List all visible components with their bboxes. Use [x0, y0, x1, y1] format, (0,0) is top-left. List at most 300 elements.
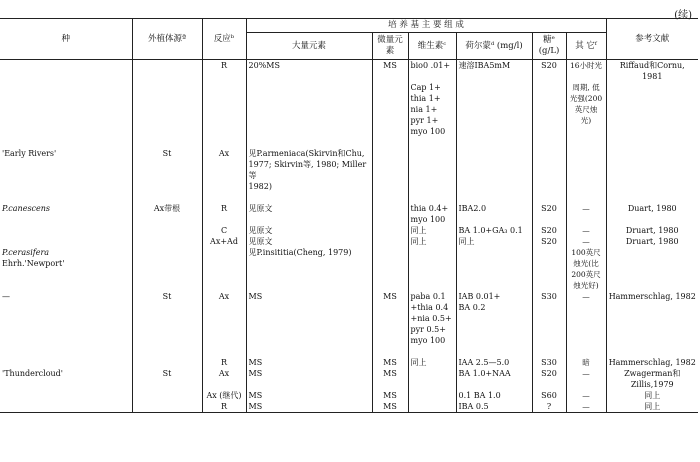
hormone-cell: IBA2.0 — [456, 203, 532, 214]
response-cell: Ax — [202, 291, 246, 302]
explant-cell — [132, 269, 202, 280]
other-cell: 200英尺 — [566, 269, 606, 280]
micro-cell — [372, 82, 408, 93]
micro-cell: MS — [372, 60, 408, 83]
sugar-cell — [532, 280, 566, 291]
other-cell: 16小时光 — [566, 60, 606, 83]
sugar-cell — [532, 181, 566, 192]
explant-cell — [132, 346, 202, 357]
explant-cell: St — [132, 368, 202, 390]
vitamin-cell — [408, 258, 456, 269]
table-row — [0, 313, 698, 324]
reference-cell — [606, 280, 698, 291]
sugar-cell — [532, 258, 566, 269]
table-row — [0, 126, 698, 137]
explant-cell — [132, 390, 202, 401]
vitamin-cell — [408, 390, 456, 401]
species-cell: P.cerasifera — [2, 248, 50, 257]
sugar-cell — [532, 93, 566, 104]
sugar-cell: S20 — [532, 60, 566, 83]
species-cell — [0, 137, 132, 148]
micro-cell — [372, 346, 408, 357]
species-cell — [0, 192, 132, 203]
table-row — [0, 390, 698, 401]
explant-cell — [132, 93, 202, 104]
explant-cell — [132, 357, 202, 368]
sugar-cell — [532, 148, 566, 159]
hormone-cell — [456, 82, 532, 93]
species-cell — [0, 159, 132, 181]
micro-cell — [372, 126, 408, 137]
other-cell: 英尺烛 — [566, 104, 606, 115]
micro-cell — [372, 115, 408, 126]
species-cell — [0, 225, 132, 236]
other-cell — [566, 192, 606, 203]
table-row — [0, 137, 698, 148]
macro-cell: MS — [246, 357, 372, 368]
sugar-cell — [532, 115, 566, 126]
header-hormone: 荷尔蒙ᵈ (mg/l) — [456, 33, 532, 60]
sugar-cell — [532, 247, 566, 258]
macro-cell — [246, 258, 372, 269]
vitamin-cell — [408, 137, 456, 148]
vitamin-cell — [408, 346, 456, 357]
hormone-cell — [456, 93, 532, 104]
table-row — [0, 104, 698, 115]
reference-cell: Druart, 1980 — [606, 236, 698, 247]
response-cell: R — [202, 203, 246, 214]
sugar-cell: S20 — [532, 368, 566, 390]
sugar-cell — [532, 313, 566, 324]
other-cell — [566, 126, 606, 137]
table-row — [0, 225, 698, 236]
sugar-cell — [532, 335, 566, 346]
other-cell — [566, 214, 606, 225]
sugar-cell: S20 — [532, 236, 566, 247]
other-cell — [566, 324, 606, 335]
macro-cell — [246, 346, 372, 357]
hormone-cell — [456, 181, 532, 192]
species-cell: 'Thundercloud' — [2, 369, 63, 378]
reference-cell — [606, 159, 698, 181]
response-cell — [202, 93, 246, 104]
table-row — [0, 214, 698, 225]
header-other: 其 它ᶠ — [566, 33, 606, 60]
reference-cell: Hammerschlag, 1982 — [606, 357, 698, 368]
other-cell — [566, 159, 606, 181]
vitamin-cell — [408, 247, 456, 258]
species-cell — [0, 82, 132, 93]
macro-cell — [246, 126, 372, 137]
micro-cell — [372, 269, 408, 280]
species-cell: P.canescens — [2, 204, 51, 213]
hormone-cell: 速溶IBA5mM — [456, 60, 532, 83]
reference-cell — [606, 148, 698, 159]
table-row — [0, 159, 698, 181]
vitamin-cell: Cap 1+ — [408, 82, 456, 93]
hormone-cell — [456, 126, 532, 137]
vitamin-cell: thia 0.4+ — [408, 203, 456, 214]
vitamin-cell: paba 0.1 — [408, 291, 456, 302]
sugar-cell — [532, 324, 566, 335]
table-row — [0, 115, 698, 126]
explant-cell — [132, 181, 202, 192]
table-row — [0, 93, 698, 104]
reference-cell: 同上 — [606, 401, 698, 413]
vitamin-cell — [408, 181, 456, 192]
hormone-cell: BA 0.2 — [456, 302, 532, 313]
reference-cell — [606, 137, 698, 148]
hormone-cell — [456, 148, 532, 159]
micro-cell: MS — [372, 401, 408, 413]
other-cell — [566, 346, 606, 357]
species-cell — [0, 324, 132, 335]
vitamin-cell: +thia 0.4 — [408, 302, 456, 313]
micro-cell — [372, 148, 408, 159]
hormone-cell — [456, 269, 532, 280]
explant-cell — [132, 159, 202, 181]
reference-cell — [606, 346, 698, 357]
reference-cell — [606, 104, 698, 115]
macro-cell: 见原文 — [246, 236, 372, 247]
vitamin-cell: myo 100 — [408, 335, 456, 346]
micro-cell — [372, 137, 408, 148]
response-cell: R — [202, 357, 246, 368]
macro-cell — [246, 137, 372, 148]
other-cell — [566, 137, 606, 148]
other-cell — [566, 335, 606, 346]
explant-cell — [132, 225, 202, 236]
hormone-cell — [456, 104, 532, 115]
hormone-cell: IAA 2.5—5.0 — [456, 357, 532, 368]
species-cell — [0, 126, 132, 137]
sugar-cell: S20 — [532, 225, 566, 236]
continued-label: (续) — [674, 10, 692, 21]
header-vitamin: 维生素ᶜ — [408, 33, 456, 60]
vitamin-cell — [408, 280, 456, 291]
other-cell: — — [566, 368, 606, 390]
micro-cell: MS — [372, 357, 408, 368]
hormone-cell — [456, 324, 532, 335]
response-cell — [202, 181, 246, 192]
species-cell — [0, 280, 132, 291]
species-cell — [0, 93, 132, 104]
other-cell — [566, 148, 606, 159]
table-row — [0, 401, 698, 413]
sugar-cell: ? — [532, 401, 566, 413]
hormone-cell — [456, 335, 532, 346]
response-cell: Ax — [202, 368, 246, 390]
macro-cell — [246, 104, 372, 115]
vitamin-cell: thia 1+ — [408, 93, 456, 104]
table-row — [0, 82, 698, 93]
response-cell — [202, 159, 246, 181]
response-cell: Ax+Ad — [202, 236, 246, 247]
table-row — [0, 192, 698, 203]
vitamin-cell: myo 100 — [408, 214, 456, 225]
response-cell — [202, 313, 246, 324]
hormone-cell — [456, 258, 532, 269]
reference-cell: Hammerschlag, 1982 — [606, 291, 698, 302]
sugar-cell — [532, 269, 566, 280]
other-cell: 烛光(比 — [566, 258, 606, 269]
vitamin-cell: nia 1+ — [408, 104, 456, 115]
vitamin-cell — [408, 192, 456, 203]
micro-cell — [372, 247, 408, 258]
sugar-cell — [532, 346, 566, 357]
table-row — [0, 280, 698, 291]
hormone-cell: IBA 0.5 — [456, 401, 532, 413]
hormone-cell — [456, 192, 532, 203]
vitamin-cell: 同上 — [408, 357, 456, 368]
reference-cell — [606, 192, 698, 203]
reference-cell — [606, 324, 698, 335]
micro-cell — [372, 335, 408, 346]
micro-cell — [372, 324, 408, 335]
hormone-cell — [456, 115, 532, 126]
response-cell: R — [202, 401, 246, 413]
vitamin-cell: +nia 0.5+ — [408, 313, 456, 324]
explant-cell — [132, 335, 202, 346]
other-cell: — — [566, 291, 606, 302]
response-cell — [202, 324, 246, 335]
explant-cell — [132, 115, 202, 126]
table-row — [0, 203, 698, 214]
other-cell: — — [566, 401, 606, 413]
response-cell — [202, 269, 246, 280]
macro-cell: 见P.armeniaca(Skirvin和Chu, — [246, 148, 372, 159]
other-cell: 暗 — [566, 357, 606, 368]
species-cell — [0, 181, 132, 192]
hormone-cell: IAB 0.01+ — [456, 291, 532, 302]
macro-cell — [246, 313, 372, 324]
macro-cell: MS — [246, 401, 372, 413]
micro-cell — [372, 159, 408, 181]
macro-cell — [246, 335, 372, 346]
micro-cell — [372, 192, 408, 203]
reference-cell — [606, 258, 698, 269]
header-explant: 外植体源ª — [132, 19, 202, 60]
reference-cell: Zwagerman和Zillis,1979 — [606, 368, 698, 390]
hormone-cell: BA 1.0+GA₃ 0.1 — [456, 225, 532, 236]
macro-cell: 见P.insititia(Cheng, 1979) — [246, 247, 372, 258]
species-cell — [0, 104, 132, 115]
hormone-cell — [456, 247, 532, 258]
micro-cell — [372, 302, 408, 313]
vitamin-cell: 同上 — [408, 225, 456, 236]
explant-cell — [132, 313, 202, 324]
header-response: 反应ᵇ — [202, 19, 246, 60]
sugar-cell — [532, 126, 566, 137]
table-row — [0, 335, 698, 346]
explant-cell — [132, 401, 202, 413]
micro-cell — [372, 93, 408, 104]
other-cell: 100英尺 — [566, 247, 606, 258]
hormone-cell — [456, 159, 532, 181]
table-row — [0, 346, 698, 357]
species-cell — [0, 236, 132, 247]
macro-cell — [246, 302, 372, 313]
species-cell: — — [2, 292, 10, 301]
response-cell: Ax — [202, 148, 246, 159]
header-micro: 微量元素 — [372, 33, 408, 60]
micro-cell — [372, 225, 408, 236]
other-cell: 周期, 低 — [566, 82, 606, 93]
vitamin-cell — [408, 368, 456, 390]
header-macro: 大量元素 — [246, 33, 372, 60]
macro-cell: MS — [246, 368, 372, 390]
response-cell — [202, 258, 246, 269]
explant-cell — [132, 214, 202, 225]
vitamin-cell: bio0 .01+ — [408, 60, 456, 83]
reference-cell: Riffaud和Cornu, 1981 — [606, 60, 698, 83]
macro-cell: MS — [246, 390, 372, 401]
explant-cell: St — [132, 291, 202, 302]
reference-cell — [606, 269, 698, 280]
response-cell — [202, 214, 246, 225]
reference-cell: Druart, 1980 — [606, 225, 698, 236]
table-row — [0, 258, 698, 269]
sugar-cell: S30 — [532, 291, 566, 302]
table-row — [0, 291, 698, 302]
other-cell — [566, 313, 606, 324]
sugar-cell — [532, 214, 566, 225]
explant-cell — [132, 192, 202, 203]
micro-cell — [372, 181, 408, 192]
micro-cell — [372, 280, 408, 291]
hormone-cell: 同上 — [456, 236, 532, 247]
hormone-cell — [456, 137, 532, 148]
table-row — [0, 181, 698, 192]
reference-cell — [606, 302, 698, 313]
species-cell — [0, 313, 132, 324]
table-row — [0, 368, 698, 390]
sugar-cell — [532, 137, 566, 148]
table-row — [0, 148, 698, 159]
vitamin-cell: pyr 0.5+ — [408, 324, 456, 335]
response-cell — [202, 247, 246, 258]
macro-cell: 20%MS — [246, 60, 372, 83]
vitamin-cell: myo 100 — [408, 126, 456, 137]
other-cell: — — [566, 225, 606, 236]
macro-cell — [246, 324, 372, 335]
micro-cell — [372, 104, 408, 115]
explant-cell: St — [132, 148, 202, 159]
other-cell: 光) — [566, 115, 606, 126]
species-cell — [0, 269, 132, 280]
reference-cell — [606, 115, 698, 126]
response-cell — [202, 115, 246, 126]
macro-cell: 1977; Skirvin等, 1980; Miller等 — [246, 159, 372, 181]
header-sugar: 糖ᵉ (g/L) — [532, 33, 566, 60]
response-cell: Ax (继代) — [202, 390, 246, 401]
hormone-cell — [456, 280, 532, 291]
micro-cell — [372, 236, 408, 247]
macro-cell: 1982) — [246, 181, 372, 192]
species-cell — [0, 115, 132, 126]
header-reference: 参考文献 — [606, 19, 698, 60]
species-cell: 'Early Rivers' — [2, 149, 57, 158]
reference-cell — [606, 181, 698, 192]
reference-cell — [606, 82, 698, 93]
table-row — [0, 357, 698, 368]
micro-cell — [372, 203, 408, 214]
species-cell — [0, 302, 132, 313]
explant-cell — [132, 302, 202, 313]
table-row — [0, 60, 698, 83]
species-cell — [0, 346, 132, 357]
reference-cell — [606, 93, 698, 104]
other-cell: — — [566, 390, 606, 401]
hormone-cell — [456, 214, 532, 225]
micro-cell — [372, 313, 408, 324]
sugar-cell: S60 — [532, 390, 566, 401]
reference-cell — [606, 214, 698, 225]
response-cell — [202, 302, 246, 313]
hormone-cell: BA 1.0+NAA — [456, 368, 532, 390]
response-cell — [202, 280, 246, 291]
explant-cell — [132, 247, 202, 258]
macro-cell — [246, 269, 372, 280]
table-row — [0, 324, 698, 335]
sugar-cell: S20 — [532, 203, 566, 214]
vitamin-cell — [408, 401, 456, 413]
vitamin-cell — [408, 269, 456, 280]
vitamin-cell: 同上 — [408, 236, 456, 247]
other-cell: 烛光好) — [566, 280, 606, 291]
macro-cell — [246, 280, 372, 291]
response-cell — [202, 82, 246, 93]
reference-cell — [606, 126, 698, 137]
response-cell — [202, 126, 246, 137]
explant-cell — [132, 258, 202, 269]
species-cell — [0, 60, 132, 83]
species-cell — [0, 401, 132, 413]
reference-cell: 同上 — [606, 390, 698, 401]
culture-medium-table — [0, 18, 698, 413]
reference-cell — [606, 335, 698, 346]
species-cell — [0, 214, 132, 225]
sugar-cell — [532, 302, 566, 313]
vitamin-cell — [408, 148, 456, 159]
other-cell: — — [566, 203, 606, 214]
vitamin-cell: pyr 1+ — [408, 115, 456, 126]
other-cell: 光强(200 — [566, 93, 606, 104]
other-cell: — — [566, 236, 606, 247]
sugar-cell — [532, 104, 566, 115]
response-cell: C — [202, 225, 246, 236]
macro-cell — [246, 93, 372, 104]
micro-cell: MS — [372, 390, 408, 401]
explant-cell — [132, 236, 202, 247]
explant-cell — [132, 104, 202, 115]
explant-cell — [132, 280, 202, 291]
sugar-cell — [532, 159, 566, 181]
response-cell — [202, 137, 246, 148]
micro-cell — [372, 214, 408, 225]
micro-cell — [372, 258, 408, 269]
hormone-cell — [456, 346, 532, 357]
table-row — [0, 269, 698, 280]
response-cell — [202, 335, 246, 346]
species-cell: Ehrh.'Newport' — [2, 259, 65, 268]
macro-cell: 见原文 — [246, 203, 372, 214]
table-row — [0, 247, 698, 258]
header-species: 种 — [0, 19, 132, 60]
explant-cell: Ax带根 — [132, 203, 202, 214]
reference-cell — [606, 247, 698, 258]
reference-cell — [606, 313, 698, 324]
